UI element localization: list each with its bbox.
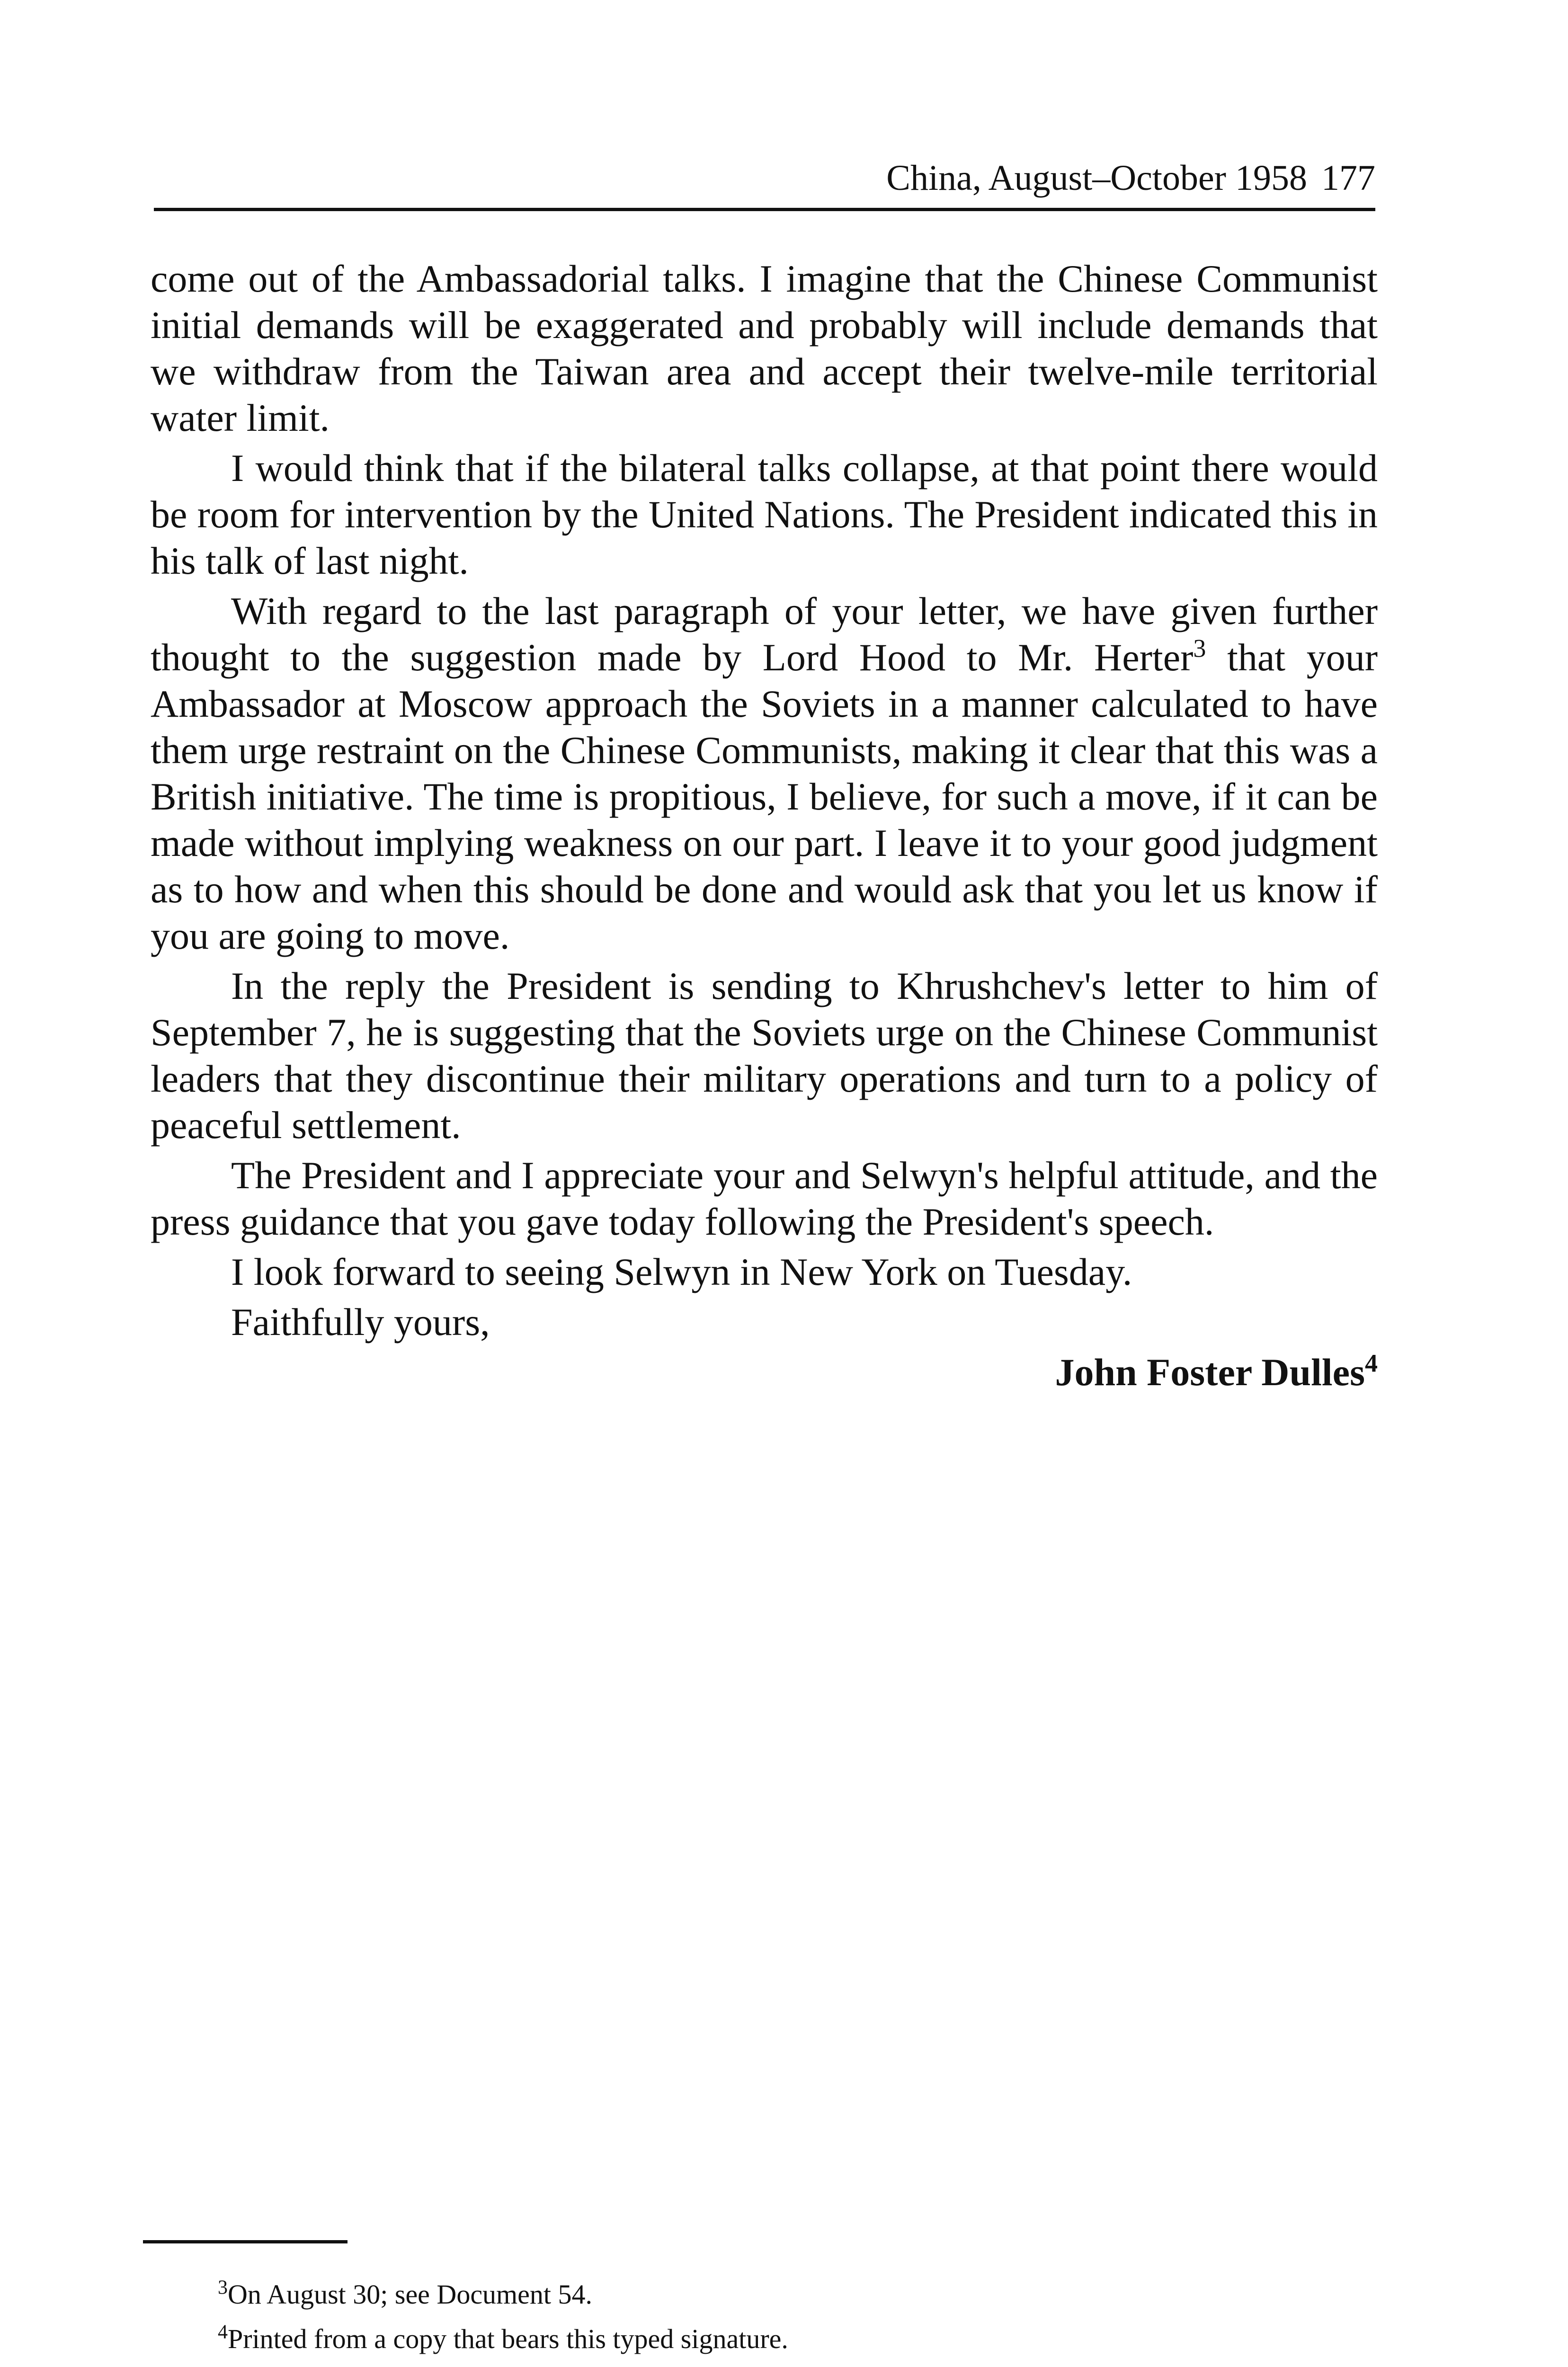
paragraph-3-rest: your Ambassador at Moscow approach the Soviets in a manner calculated to have them urge restraint on the Chinese Communists, making it clear that this was a British initiative. The time is propitious, I believe, for such a move, if it can be made without implying weakness on our part. I leave it to your good judgment as to how and when this should be done and would ask that you let us know if you are going to move. (151, 636, 1378, 957)
running-header (154, 154, 1375, 211)
footnote-3-text: On August 30; see Document 54. (228, 2279, 593, 2310)
footnote-ref-4: 4 (1365, 1349, 1378, 1378)
paragraph-3 (151, 588, 1378, 959)
footnote-4 (218, 2317, 1354, 2361)
page-number: 177 (1321, 158, 1375, 198)
paragraph-1: come out of the Ambassadorial talks. I imagine that the Chinese Communist initial demands will be exaggerated and probably will include demands that we withdraw from the Taiwan area and accept their twelve-mile territorial water limit. (151, 257, 1378, 439)
running-title: China, August–October 1958 (886, 158, 1307, 198)
footnote-ref-3: 3 (1193, 634, 1206, 663)
paragraph-2: I would think that if the bilateral talks collapse, at that point there would be room for intervention by the United Nations. The President indicated this in his talk of last night. (151, 446, 1378, 582)
paragraph-5: The President and I appreciate your and Selwyn's helpful attitude, and the press guidance that you gave today following the President's speech. (151, 1154, 1378, 1243)
paragraph-3-cont: that (1206, 636, 1307, 679)
closing: Faithfully yours, (231, 1300, 490, 1344)
paragraph-4: In the reply the President is sending to Khrushchev's letter to him of September 7, he is suggesting that the Soviets urge on the Chinese Communist leaders that they discontinue their military operations and turn to a policy of peaceful settlement. (151, 964, 1378, 1147)
paragraph-6: I look forward to seeing Selwyn in New York on Tuesday. (231, 1250, 1132, 1293)
signature-name: John Foster Dulles (1055, 1351, 1365, 1394)
footnote-rule (143, 2240, 347, 2243)
letter-body (151, 256, 1378, 1396)
signature (151, 1349, 1378, 1396)
footnote-3-mark: 3 (218, 2277, 228, 2299)
footnote-3 (218, 2272, 1354, 2317)
footnotes (218, 2272, 1354, 2361)
footnote-4-text: Printed from a copy that bears this typed signature. (228, 2323, 788, 2354)
paragraph-3-start: With regard to the last paragraph of your letter, we have given further thought to the suggestion made by Lord Hood to Mr. Herter (151, 589, 1378, 679)
footnote-4-mark: 4 (218, 2321, 228, 2343)
